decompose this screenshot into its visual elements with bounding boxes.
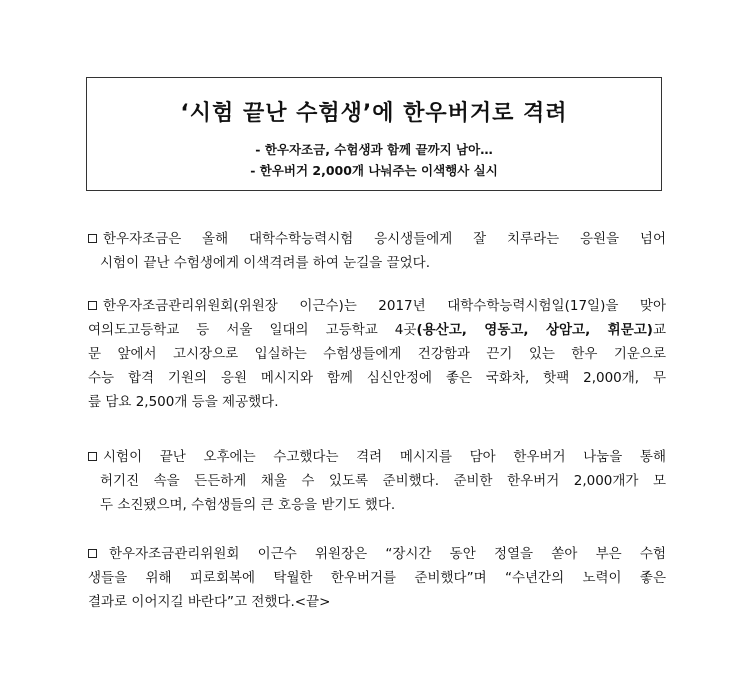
subheadline-2: - 한우버거 2,000개 나눠주는 이색행사 실시 — [250, 163, 498, 178]
paragraph-line: 허기진 속을 든든하게 채울 수 있도록 준비했다. 준비한 한우버거 2,000개가 모 — [100, 473, 666, 489]
paragraph-line: 여의도고등학교 등 서울 일대의 고등학교 4곳(용산고, 영동고, 상암고, 휘문고)교 — [88, 322, 666, 338]
school-list: (용산고, 영동고, 상암고, 휘문고) — [416, 322, 653, 338]
paragraph-line: 생들을 위해 피로회복에 탁월한 한우버거를 준비했다”며 “수년간의 노력이 좋은 — [88, 570, 666, 586]
paragraph-1 — [88, 227, 666, 275]
checkbox-bullet-icon — [88, 301, 97, 310]
subheadline-1: - 한우자조금, 수험생과 함께 끝까지 남아… — [255, 142, 493, 157]
paragraph-line: 시험이 끝난 수험생에게 이색격려를 하여 눈길을 끌었다. — [100, 255, 430, 271]
headline-title: ‘시험 끝난 수험생’에 한우버거로 격려 — [180, 101, 568, 126]
paragraph-line: 릎 담요 2,500개 등을 제공했다. — [88, 394, 279, 410]
paragraph-line: 두 소진됐으며, 수험생들의 큰 호응을 받기도 했다. — [100, 497, 396, 513]
paragraph-line: 수능 합격 기원의 응원 메시지와 함께 심신안정에 좋은 국화차, 핫팩 2,000개, 무 — [88, 370, 666, 386]
paragraph-4 — [88, 542, 666, 614]
checkbox-bullet-icon — [88, 452, 97, 461]
checkbox-bullet-icon — [88, 234, 97, 243]
paragraph-line: 한우자조금관리위원회 이근수 위원장은 “장시간 동안 정열을 쏟아 부은 수험 — [88, 542, 666, 566]
checkbox-bullet-icon — [88, 549, 97, 558]
paragraph-line: 한우자조금관리위원회(위원장 이근수)는 2017년 대학수학능력시험일(17일)을 맞아 — [88, 294, 666, 318]
paragraph-3 — [88, 445, 666, 517]
paragraph-2 — [88, 294, 666, 414]
paragraph-line: 시험이 끝난 오후에는 수고했다는 격려 메시지를 담아 한우버거 나눔을 통해 — [88, 445, 666, 469]
headline-box — [86, 77, 662, 191]
paragraph-line: 결과로 이어지길 바란다”고 전했다.<끝> — [88, 594, 331, 610]
paragraph-line: 문 앞에서 고시장으로 입실하는 수험생들에게 건강함과 끈기 있는 한우 기운으로 — [88, 346, 666, 362]
paragraph-line: 한우자조금은 올해 대학수학능력시험 응시생들에게 잘 치루라는 응원을 넘어 — [88, 227, 666, 251]
